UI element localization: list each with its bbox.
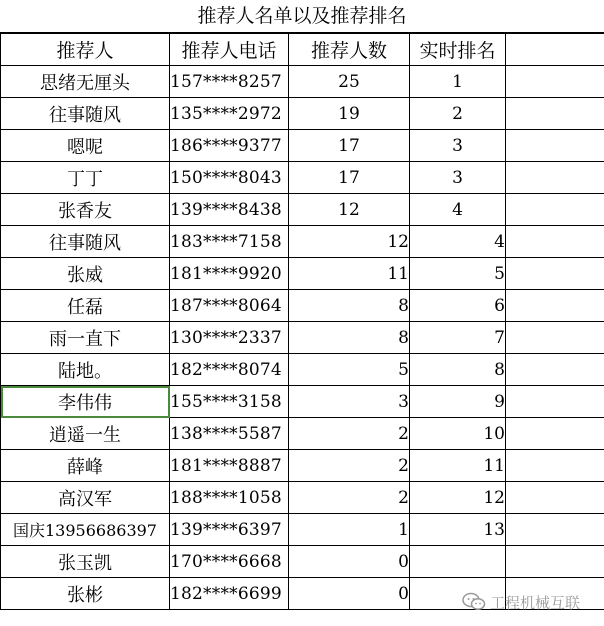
- referrer-name-cell[interactable]: 任磊: [1, 290, 170, 322]
- column-header-count[interactable]: 推荐人数: [289, 34, 410, 66]
- referrer-name-cell[interactable]: 国庆13956686397: [1, 514, 170, 546]
- referrer-name-cell[interactable]: 张香友: [1, 194, 170, 226]
- rank-cell[interactable]: [410, 546, 506, 578]
- rank-cell[interactable]: 10: [410, 418, 506, 450]
- phone-cell[interactable]: 130****2337: [170, 322, 289, 354]
- table-row: [1, 226, 604, 258]
- referrer-name-cell[interactable]: 陆地。: [1, 354, 170, 386]
- empty-header-cell[interactable]: [506, 34, 604, 66]
- count-cell[interactable]: 17: [289, 162, 410, 194]
- count-cell[interactable]: 17: [289, 130, 410, 162]
- empty-cell[interactable]: [506, 418, 604, 450]
- referrer-name-cell[interactable]: 高汉军: [1, 482, 170, 514]
- empty-cell[interactable]: [506, 66, 604, 98]
- rank-cell[interactable]: 3: [410, 162, 506, 194]
- empty-cell[interactable]: [506, 450, 604, 482]
- phone-cell[interactable]: 157****8257: [170, 66, 289, 98]
- rank-cell[interactable]: 6: [410, 290, 506, 322]
- empty-cell[interactable]: [506, 226, 604, 258]
- rank-cell[interactable]: 11: [410, 450, 506, 482]
- phone-cell[interactable]: 187****8064: [170, 290, 289, 322]
- count-cell[interactable]: 0: [289, 578, 410, 610]
- phone-cell[interactable]: 182****8074: [170, 354, 289, 386]
- table-row: [1, 450, 604, 482]
- rank-cell[interactable]: 3: [410, 130, 506, 162]
- phone-cell[interactable]: 139****6397: [170, 514, 289, 546]
- empty-cell[interactable]: [506, 386, 604, 418]
- referrer-name-cell[interactable]: 薛峰: [1, 450, 170, 482]
- rank-cell[interactable]: 4: [410, 194, 506, 226]
- watermark-text: 工程机械互联: [490, 594, 581, 612]
- phone-cell[interactable]: 183****7158: [170, 226, 289, 258]
- phone-cell[interactable]: 182****6699: [170, 578, 289, 610]
- table-row: [1, 194, 604, 226]
- rank-cell[interactable]: 7: [410, 322, 506, 354]
- phone-cell[interactable]: 186****9377: [170, 130, 289, 162]
- empty-cell[interactable]: [506, 514, 604, 546]
- empty-cell[interactable]: [506, 482, 604, 514]
- phone-cell[interactable]: 170****6668: [170, 546, 289, 578]
- sheet-title: 推荐人名单以及推荐排名: [0, 0, 604, 33]
- table-row: [1, 258, 604, 290]
- empty-cell[interactable]: [506, 354, 604, 386]
- phone-cell[interactable]: 138****5587: [170, 418, 289, 450]
- referrer-name-cell[interactable]: 逍遥一生: [1, 418, 170, 450]
- count-cell[interactable]: 19: [289, 98, 410, 130]
- count-cell[interactable]: 8: [289, 322, 410, 354]
- rank-cell[interactable]: 8: [410, 354, 506, 386]
- table-row: [1, 354, 604, 386]
- rank-cell[interactable]: 13: [410, 514, 506, 546]
- table-row: [1, 546, 604, 578]
- empty-cell[interactable]: [506, 98, 604, 130]
- phone-cell[interactable]: 188****1058: [170, 482, 289, 514]
- rank-cell[interactable]: 4: [410, 226, 506, 258]
- referrer-name-cell[interactable]: 往事随风: [1, 98, 170, 130]
- table-row: [1, 386, 604, 418]
- referrer-name-cell-selected[interactable]: 李伟伟: [1, 386, 170, 418]
- table-row: [1, 322, 604, 354]
- phone-cell[interactable]: 181****9920: [170, 258, 289, 290]
- rank-cell[interactable]: 5: [410, 258, 506, 290]
- count-cell[interactable]: 3: [289, 386, 410, 418]
- rank-cell[interactable]: 2: [410, 98, 506, 130]
- empty-cell[interactable]: [506, 258, 604, 290]
- header-row: [1, 34, 604, 66]
- table-row: [1, 418, 604, 450]
- count-cell[interactable]: 25: [289, 66, 410, 98]
- rank-cell[interactable]: 9: [410, 386, 506, 418]
- wechat-icon: [462, 592, 486, 612]
- count-cell[interactable]: 12: [289, 226, 410, 258]
- count-cell[interactable]: 5: [289, 354, 410, 386]
- empty-cell[interactable]: [506, 130, 604, 162]
- empty-cell[interactable]: [506, 290, 604, 322]
- phone-cell[interactable]: 181****8887: [170, 450, 289, 482]
- table-row: [1, 482, 604, 514]
- table-row: [1, 162, 604, 194]
- referrer-name-cell[interactable]: 嗯呢: [1, 130, 170, 162]
- phone-cell[interactable]: 139****8438: [170, 194, 289, 226]
- referrer-name-cell[interactable]: 丁丁: [1, 162, 170, 194]
- rank-cell[interactable]: 12: [410, 482, 506, 514]
- count-cell[interactable]: 2: [289, 450, 410, 482]
- empty-cell[interactable]: [506, 194, 604, 226]
- column-header-phone[interactable]: 推荐人电话: [170, 34, 289, 66]
- referrer-table: [0, 33, 604, 610]
- phone-cell[interactable]: 135****2972: [170, 98, 289, 130]
- table-row: [1, 290, 604, 322]
- phone-cell[interactable]: 155****3158: [170, 386, 289, 418]
- count-cell[interactable]: 2: [289, 418, 410, 450]
- referrer-name-cell[interactable]: 张威: [1, 258, 170, 290]
- empty-cell[interactable]: [506, 162, 604, 194]
- rank-cell[interactable]: 1: [410, 66, 506, 98]
- table-row: [1, 98, 604, 130]
- referrer-name-cell[interactable]: 往事随风: [1, 226, 170, 258]
- phone-cell[interactable]: 150****8043: [170, 162, 289, 194]
- count-cell[interactable]: 1: [289, 514, 410, 546]
- referrer-name-cell[interactable]: 思绪无厘头: [1, 66, 170, 98]
- empty-cell[interactable]: [506, 546, 604, 578]
- column-header-rank[interactable]: 实时排名: [410, 34, 506, 66]
- count-cell[interactable]: 11: [289, 258, 410, 290]
- count-cell[interactable]: 12: [289, 194, 410, 226]
- count-cell[interactable]: 0: [289, 546, 410, 578]
- count-cell[interactable]: 2: [289, 482, 410, 514]
- referrer-name-cell[interactable]: 雨一直下: [1, 322, 170, 354]
- count-cell[interactable]: 8: [289, 290, 410, 322]
- referrer-name-cell[interactable]: 张彬: [1, 578, 170, 610]
- referrer-name-cell[interactable]: 张玉凯: [1, 546, 170, 578]
- column-header-referrer[interactable]: 推荐人: [1, 34, 170, 66]
- empty-cell[interactable]: [506, 322, 604, 354]
- table-row: [1, 130, 604, 162]
- table-row: [1, 66, 604, 98]
- table-row: [1, 514, 604, 546]
- watermark: [462, 590, 580, 614]
